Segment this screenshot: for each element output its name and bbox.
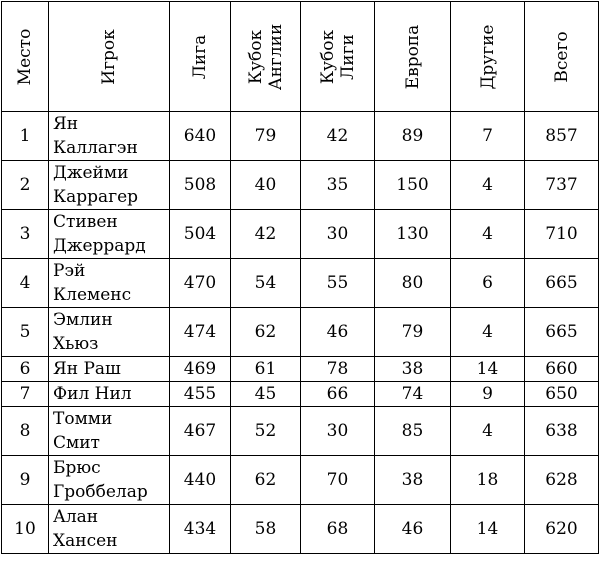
cell-place: 9 [2,456,49,505]
cell-fa-cup: 54 [231,259,301,308]
table-row [2,505,599,554]
cell-fa-cup: 45 [231,382,301,407]
player-name-line2: Хьюз [53,334,99,354]
cell-europe: 80 [375,259,451,308]
cell-player [49,382,170,407]
player-name-line1: Брюс [53,458,101,478]
table-row [2,259,599,308]
header-place: Место [2,2,49,112]
cell-league-cup: 30 [301,407,375,456]
cell-league-cup: 66 [301,382,375,407]
table-row [2,210,599,259]
player-name-line2: Джеррард [53,236,146,256]
header-other: Другие [451,2,525,112]
header-row [2,2,599,112]
cell-league: 504 [170,210,231,259]
header-fa-cup-line1: Кубок [245,29,266,84]
cell-place: 6 [2,357,49,382]
cell-league: 440 [170,456,231,505]
header-league: Лига [170,2,231,112]
cell-place: 7 [2,382,49,407]
player-name-line2: Смит [53,433,100,453]
cell-total: 857 [525,112,599,161]
cell-fa-cup: 40 [231,161,301,210]
cell-europe: 79 [375,308,451,357]
header-total: Всего [525,2,599,112]
table-row [2,407,599,456]
cell-fa-cup: 58 [231,505,301,554]
table-row [2,112,599,161]
cell-fa-cup: 61 [231,357,301,382]
cell-fa-cup: 42 [231,210,301,259]
header-fa-cup-line2: Англии [265,23,286,90]
cell-league-cup: 46 [301,308,375,357]
cell-player [49,210,170,259]
player-name-line1: Рэй [53,261,86,281]
cell-player [49,308,170,357]
cell-total: 650 [525,382,599,407]
table-row [2,357,599,382]
cell-europe: 130 [375,210,451,259]
player-name-line1: Фил Нил [53,384,132,404]
cell-league: 470 [170,259,231,308]
cell-league-cup: 78 [301,357,375,382]
player-name-line2: Гроббелар [53,482,148,502]
cell-europe: 46 [375,505,451,554]
player-name-line1: Алан [53,507,99,527]
cell-total: 665 [525,308,599,357]
header-europe: Европа [375,2,451,112]
cell-player [49,407,170,456]
cell-other: 4 [451,161,525,210]
player-name-line1: Джейми [53,163,129,183]
cell-other: 4 [451,210,525,259]
cell-total: 628 [525,456,599,505]
cell-fa-cup: 79 [231,112,301,161]
appearances-table [1,1,599,554]
cell-league-cup: 55 [301,259,375,308]
player-name-line1: Ян [53,114,79,134]
cell-league: 467 [170,407,231,456]
cell-fa-cup: 62 [231,456,301,505]
cell-other: 4 [451,308,525,357]
cell-fa-cup: 52 [231,407,301,456]
header-league-cup-line1: Кубок [317,29,338,84]
cell-other: 18 [451,456,525,505]
table-row [2,382,599,407]
cell-place: 5 [2,308,49,357]
cell-place: 1 [2,112,49,161]
player-name-line2: Каррагер [53,187,139,207]
cell-total: 710 [525,210,599,259]
cell-league: 508 [170,161,231,210]
player-name-line2: Каллагэн [53,138,138,158]
cell-player [49,456,170,505]
cell-league-cup: 42 [301,112,375,161]
cell-league-cup: 70 [301,456,375,505]
player-name-line2: Хансен [53,531,118,551]
player-name-line1: Стивен [53,212,118,232]
cell-europe: 150 [375,161,451,210]
table-row [2,161,599,210]
cell-league: 469 [170,357,231,382]
header-fa-cup [231,2,301,112]
cell-fa-cup: 62 [231,308,301,357]
cell-league: 640 [170,112,231,161]
cell-total: 737 [525,161,599,210]
cell-other: 9 [451,382,525,407]
player-name-line2: Клеменс [53,285,132,305]
cell-other: 14 [451,505,525,554]
table-row [2,308,599,357]
player-name-line1: Эмлин [53,310,113,330]
cell-europe: 38 [375,357,451,382]
cell-europe: 89 [375,112,451,161]
cell-europe: 85 [375,407,451,456]
cell-total: 620 [525,505,599,554]
cell-place: 8 [2,407,49,456]
cell-europe: 74 [375,382,451,407]
cell-player [49,259,170,308]
player-name-line1: Ян Раш [53,359,121,379]
cell-league: 474 [170,308,231,357]
cell-league-cup: 30 [301,210,375,259]
cell-league-cup: 68 [301,505,375,554]
cell-other: 4 [451,407,525,456]
cell-league-cup: 35 [301,161,375,210]
cell-other: 6 [451,259,525,308]
cell-league: 455 [170,382,231,407]
cell-place: 4 [2,259,49,308]
header-league-cup-line2: Лиги [337,33,358,80]
cell-place: 10 [2,505,49,554]
table-row [2,456,599,505]
player-name-line1: Томми [53,409,113,429]
cell-other: 7 [451,112,525,161]
cell-total: 660 [525,357,599,382]
cell-europe: 38 [375,456,451,505]
cell-league: 434 [170,505,231,554]
header-league-cup [301,2,375,112]
cell-player [49,112,170,161]
cell-player [49,357,170,382]
cell-other: 14 [451,357,525,382]
cell-place: 2 [2,161,49,210]
header-player: Игрок [49,2,170,112]
cell-place: 3 [2,210,49,259]
cell-player [49,161,170,210]
cell-player [49,505,170,554]
cell-total: 638 [525,407,599,456]
cell-total: 665 [525,259,599,308]
